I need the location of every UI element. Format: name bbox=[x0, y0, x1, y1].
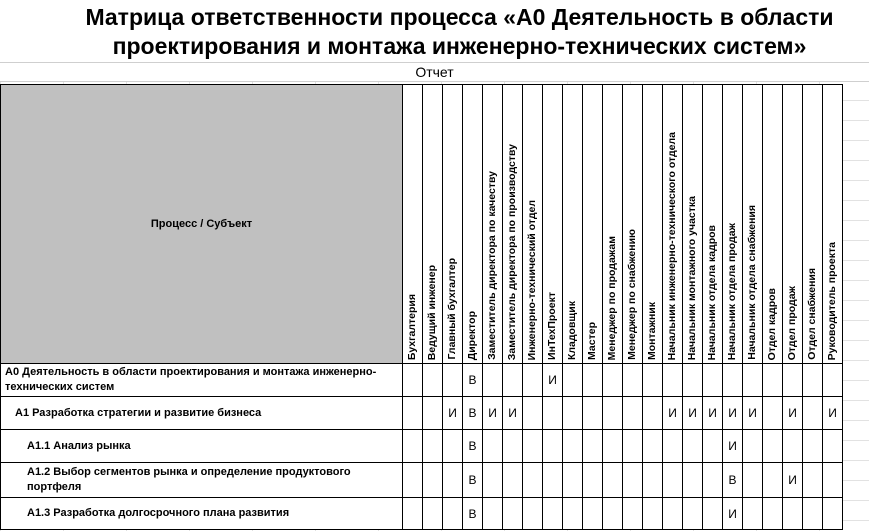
subject-label: Начальник инженерно-технического отдела bbox=[666, 131, 678, 360]
matrix-cell[interactable] bbox=[783, 498, 803, 530]
subject-header[interactable] bbox=[523, 85, 543, 364]
subject-label: Отдел продаж bbox=[786, 285, 798, 360]
matrix-cell[interactable] bbox=[803, 498, 823, 530]
matrix-cell[interactable] bbox=[683, 364, 703, 397]
subject-label: Заместитель директора по качеству bbox=[486, 171, 498, 360]
matrix-cell[interactable] bbox=[563, 498, 583, 530]
matrix-cell[interactable] bbox=[603, 498, 623, 530]
matrix-cell[interactable]: И bbox=[443, 397, 463, 430]
page-title bbox=[0, 0, 869, 62]
subject-label: Мастер bbox=[586, 322, 598, 360]
matrix-cell[interactable] bbox=[523, 397, 543, 430]
subject-header[interactable] bbox=[803, 85, 823, 364]
matrix-cell[interactable] bbox=[663, 364, 683, 397]
subject-header[interactable] bbox=[763, 85, 783, 364]
matrix-cell[interactable] bbox=[763, 463, 783, 498]
matrix-cell[interactable] bbox=[643, 430, 663, 463]
matrix-cell[interactable] bbox=[803, 430, 823, 463]
matrix-cell[interactable] bbox=[823, 364, 843, 397]
matrix-cell[interactable] bbox=[703, 364, 723, 397]
matrix-cell[interactable] bbox=[603, 364, 623, 397]
matrix-cell[interactable] bbox=[683, 498, 703, 530]
matrix-cell[interactable] bbox=[623, 463, 643, 498]
process-row bbox=[1, 463, 843, 498]
matrix-cell[interactable]: В bbox=[723, 463, 743, 498]
subject-label: Отдел снабжения bbox=[806, 268, 818, 360]
subject-label: Кладовщик bbox=[566, 300, 578, 360]
subject-header[interactable] bbox=[823, 85, 843, 364]
matrix-cell[interactable] bbox=[743, 364, 763, 397]
subject-header[interactable] bbox=[743, 85, 763, 364]
matrix-cell[interactable] bbox=[603, 397, 623, 430]
matrix-cell[interactable]: В bbox=[463, 397, 483, 430]
matrix-cell[interactable] bbox=[563, 430, 583, 463]
matrix-cell[interactable] bbox=[523, 463, 543, 498]
subject-header[interactable] bbox=[603, 85, 623, 364]
process-label[interactable]: А0 Деятельность в области проектирования и монтажа инженерно-технических систем bbox=[1, 364, 403, 397]
process-label[interactable]: А1 Разработка стратегии и развитие бизнеса bbox=[1, 397, 403, 430]
subject-label: Менеджер по снабжению bbox=[626, 229, 638, 360]
subject-header[interactable] bbox=[643, 85, 663, 364]
process-row bbox=[1, 430, 843, 463]
matrix-cell[interactable]: И bbox=[483, 397, 503, 430]
matrix-cell[interactable] bbox=[643, 397, 663, 430]
matrix-cell[interactable] bbox=[483, 430, 503, 463]
matrix-cell[interactable]: В bbox=[463, 364, 483, 397]
matrix-cell[interactable] bbox=[683, 430, 703, 463]
subject-label: Начальник отдела кадров bbox=[706, 224, 718, 360]
matrix-cell[interactable]: И bbox=[683, 397, 703, 430]
matrix-cell[interactable]: И bbox=[823, 397, 843, 430]
matrix-cell[interactable]: И bbox=[703, 397, 723, 430]
matrix-cell[interactable] bbox=[623, 498, 643, 530]
matrix-cell[interactable] bbox=[723, 364, 743, 397]
subject-label: Ведущий инженер bbox=[426, 264, 438, 360]
subject-header[interactable] bbox=[443, 85, 463, 364]
matrix-cell[interactable]: И bbox=[743, 397, 763, 430]
subject-header[interactable] bbox=[683, 85, 703, 364]
matrix-cell[interactable]: В bbox=[463, 498, 483, 530]
matrix-cell[interactable]: И bbox=[723, 397, 743, 430]
matrix-cell[interactable] bbox=[483, 498, 503, 530]
matrix-cell[interactable] bbox=[583, 498, 603, 530]
matrix-cell[interactable] bbox=[663, 430, 683, 463]
matrix-cell[interactable]: В bbox=[463, 430, 483, 463]
matrix-cell[interactable] bbox=[523, 430, 543, 463]
matrix-cell[interactable] bbox=[443, 364, 463, 397]
subject-header[interactable] bbox=[623, 85, 643, 364]
matrix-cell[interactable] bbox=[563, 364, 583, 397]
matrix-cell[interactable] bbox=[743, 463, 763, 498]
matrix-cell[interactable]: И bbox=[503, 397, 523, 430]
matrix-cell[interactable] bbox=[683, 463, 703, 498]
process-label[interactable]: А1.2 Выбор сегментов рынка и определение продуктового портфеля bbox=[1, 463, 403, 498]
subject-label: Руководитель проекта bbox=[826, 241, 838, 360]
matrix-cell[interactable] bbox=[403, 430, 423, 463]
matrix-cell[interactable] bbox=[703, 430, 723, 463]
title-line-1: Матрица ответственности процесса «А0 Деятельность в области bbox=[85, 4, 834, 30]
matrix-cell[interactable] bbox=[823, 498, 843, 530]
matrix-cell[interactable] bbox=[763, 397, 783, 430]
matrix-cell[interactable] bbox=[763, 364, 783, 397]
process-row bbox=[1, 498, 843, 530]
subject-label: Менеджер по продажам bbox=[606, 235, 618, 360]
matrix-cell[interactable] bbox=[623, 364, 643, 397]
matrix-cell[interactable] bbox=[743, 498, 763, 530]
subject-label: Директор bbox=[466, 310, 478, 360]
subject-header[interactable] bbox=[423, 85, 443, 364]
matrix-cell[interactable] bbox=[643, 463, 663, 498]
matrix-cell[interactable] bbox=[823, 430, 843, 463]
matrix-cell[interactable] bbox=[503, 463, 523, 498]
matrix-cell[interactable] bbox=[703, 498, 723, 530]
subject-label: Начальник монтажного участка bbox=[686, 195, 698, 360]
subject-header[interactable] bbox=[543, 85, 563, 364]
matrix-cell[interactable] bbox=[503, 364, 523, 397]
matrix-cell[interactable] bbox=[803, 463, 823, 498]
matrix-cell[interactable] bbox=[403, 364, 423, 397]
subject-header[interactable] bbox=[463, 85, 483, 364]
matrix-cell[interactable] bbox=[583, 364, 603, 397]
subject-label: Инженерно-технический отдел bbox=[526, 199, 538, 360]
matrix-cell[interactable] bbox=[423, 430, 443, 463]
subject-header[interactable] bbox=[503, 85, 523, 364]
matrix-cell[interactable] bbox=[423, 364, 443, 397]
matrix-cell[interactable] bbox=[583, 463, 603, 498]
matrix-cell[interactable] bbox=[543, 463, 563, 498]
matrix-cell[interactable]: И bbox=[723, 498, 743, 530]
matrix-cell[interactable] bbox=[583, 430, 603, 463]
corner-cell[interactable]: Процесс / Субъект bbox=[1, 85, 403, 364]
matrix-cell[interactable] bbox=[443, 463, 463, 498]
subject-header[interactable] bbox=[483, 85, 503, 364]
process-label[interactable]: А1.1 Анализ рынка bbox=[1, 430, 403, 463]
matrix-cell[interactable] bbox=[763, 430, 783, 463]
matrix-cell[interactable] bbox=[623, 397, 643, 430]
subject-label: Бухгалтерия bbox=[406, 293, 418, 360]
matrix-cell[interactable] bbox=[643, 364, 663, 397]
process-row bbox=[1, 397, 843, 430]
matrix-cell[interactable] bbox=[523, 498, 543, 530]
matrix-cell[interactable] bbox=[403, 463, 423, 498]
responsibility-matrix bbox=[0, 84, 843, 530]
process-label[interactable]: А1.3 Разработка долгосрочного плана развития bbox=[1, 498, 403, 530]
matrix-cell[interactable]: И bbox=[723, 430, 743, 463]
matrix-cell[interactable]: И bbox=[783, 463, 803, 498]
matrix-cell[interactable] bbox=[523, 364, 543, 397]
subject-label: Начальник отдела продаж bbox=[726, 222, 738, 360]
matrix-cell[interactable] bbox=[663, 463, 683, 498]
subject-header[interactable] bbox=[583, 85, 603, 364]
matrix-cell[interactable] bbox=[783, 430, 803, 463]
matrix-cell[interactable] bbox=[443, 498, 463, 530]
matrix-cell[interactable] bbox=[503, 430, 523, 463]
process-row bbox=[1, 364, 843, 397]
matrix-cell[interactable] bbox=[823, 463, 843, 498]
matrix-cell[interactable] bbox=[503, 498, 523, 530]
matrix-cell[interactable] bbox=[803, 397, 823, 430]
matrix-cell[interactable] bbox=[423, 397, 443, 430]
matrix-cell[interactable]: И bbox=[663, 397, 683, 430]
subject-header[interactable] bbox=[703, 85, 723, 364]
subject-header[interactable] bbox=[403, 85, 423, 364]
matrix-cell[interactable] bbox=[763, 498, 783, 530]
matrix-cell[interactable] bbox=[483, 463, 503, 498]
subject-label: Заместитель директора по производству bbox=[506, 143, 518, 360]
matrix-cell[interactable] bbox=[543, 397, 563, 430]
matrix-cell[interactable] bbox=[783, 364, 803, 397]
matrix-cell[interactable] bbox=[623, 430, 643, 463]
matrix-cell[interactable] bbox=[563, 463, 583, 498]
subject-label: Монтажник bbox=[646, 302, 658, 360]
matrix-cell[interactable] bbox=[583, 397, 603, 430]
subject-label: Главный бухгалтер bbox=[446, 258, 458, 360]
matrix-cell[interactable] bbox=[403, 498, 423, 530]
matrix-cell[interactable] bbox=[443, 430, 463, 463]
matrix-cell[interactable] bbox=[803, 364, 823, 397]
matrix-cell[interactable] bbox=[603, 430, 623, 463]
matrix-cell[interactable] bbox=[423, 463, 443, 498]
subject-header[interactable] bbox=[723, 85, 743, 364]
subject-header[interactable] bbox=[663, 85, 683, 364]
title-line-2: проектирования и монтажа инженерно-технических систем» bbox=[112, 33, 807, 59]
matrix-cell[interactable] bbox=[563, 397, 583, 430]
subject-header[interactable] bbox=[563, 85, 583, 364]
subject-header[interactable] bbox=[783, 85, 803, 364]
subject-label: ИнТехПроект bbox=[546, 292, 558, 360]
subject-label: Отдел кадров bbox=[766, 287, 778, 360]
header-row bbox=[1, 85, 843, 364]
matrix-cell[interactable] bbox=[743, 430, 763, 463]
report-label: Отчет bbox=[0, 62, 869, 82]
matrix-cell[interactable] bbox=[483, 364, 503, 397]
matrix-cell[interactable]: В bbox=[463, 463, 483, 498]
matrix-cell[interactable] bbox=[663, 498, 683, 530]
matrix-cell[interactable] bbox=[423, 498, 443, 530]
matrix-cell[interactable] bbox=[403, 397, 423, 430]
matrix-cell[interactable] bbox=[643, 498, 663, 530]
matrix-cell[interactable] bbox=[603, 463, 623, 498]
matrix-cell[interactable] bbox=[543, 498, 563, 530]
matrix-cell[interactable]: И bbox=[783, 397, 803, 430]
subject-label: Начальник отдела снабжения bbox=[746, 205, 758, 360]
matrix-cell[interactable] bbox=[543, 430, 563, 463]
matrix-cell[interactable] bbox=[703, 463, 723, 498]
matrix-cell[interactable]: И bbox=[543, 364, 563, 397]
